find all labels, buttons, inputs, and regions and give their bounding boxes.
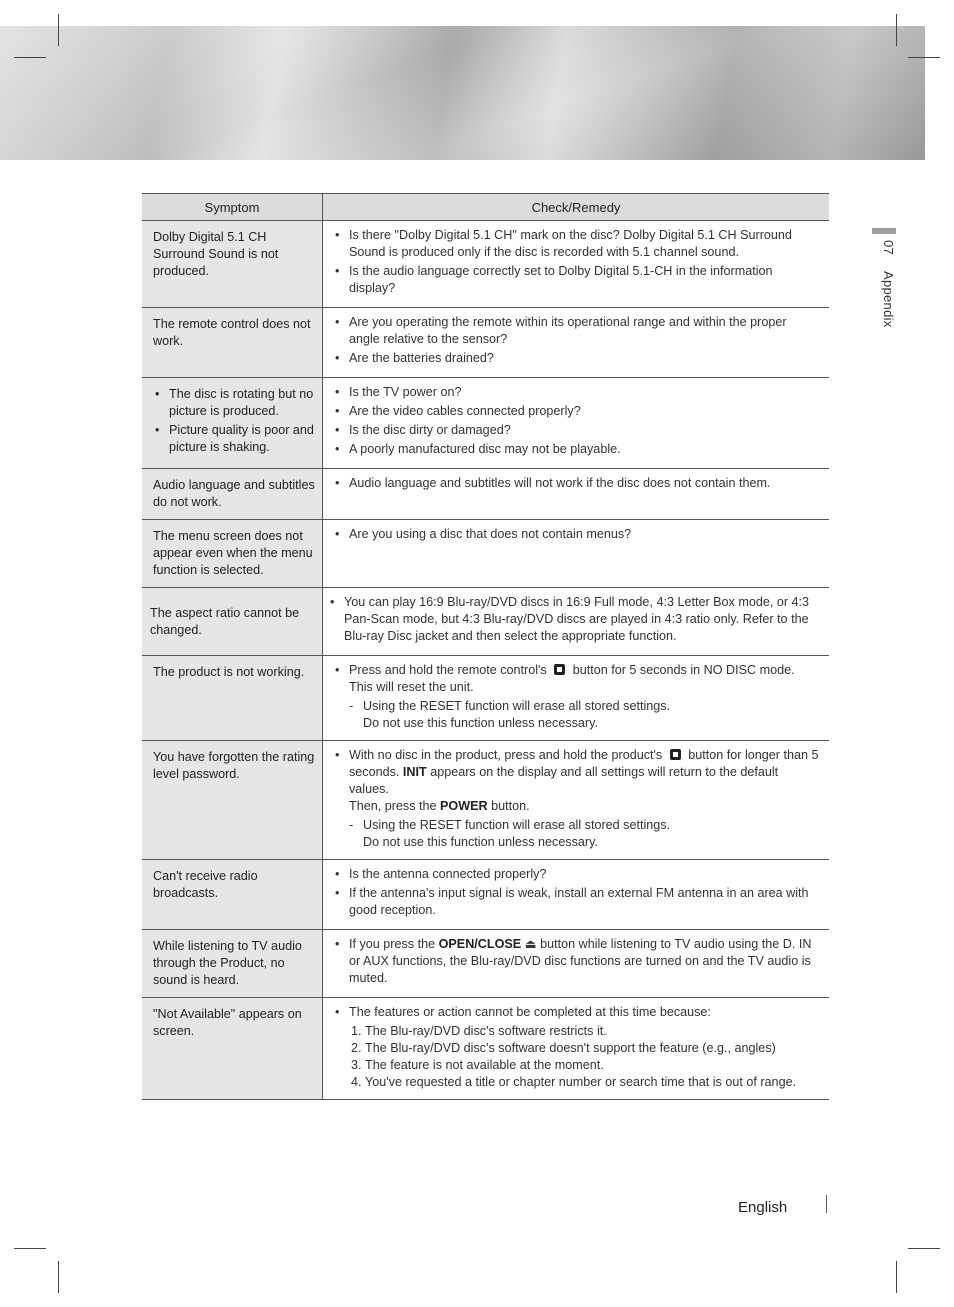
symptom-cell: The menu screen does not appear even when the menu function is selected. — [142, 520, 323, 588]
remedy-text: Press and hold the remote control's — [349, 663, 547, 677]
symptom-cell: The remote control does not work. — [142, 308, 323, 378]
symptom-cell: While listening to TV audio through the Product, no sound is heard. — [142, 930, 323, 998]
remedy-cell — [323, 656, 830, 741]
remedy-item: • The features or action cannot be completed at this time because: — [333, 1004, 819, 1021]
table-row — [142, 930, 829, 998]
table-row — [142, 860, 829, 930]
crop-mark — [896, 1261, 897, 1293]
crop-mark — [58, 1261, 59, 1293]
remedy-cell — [323, 860, 830, 930]
remedy-item: • If the antenna's input signal is weak, install an external FM antenna in an area with good reception. — [333, 885, 819, 919]
symptom-item: • The disc is rotating but no picture is produced. — [153, 386, 316, 420]
remedy-item: • A poorly manufactured disc may not be playable. — [333, 441, 819, 458]
chapter-label — [872, 240, 896, 360]
remedy-item: • Are you using a disc that does not contain menus? — [333, 526, 819, 543]
remedy-note: Do not use this function unless necessary. — [363, 716, 598, 730]
remedy-header: Check/Remedy — [323, 194, 830, 221]
list-item: 4. You've requested a title or chapter number or search time that is out of range. — [365, 1074, 819, 1091]
remedy-text: button for longer than 5 seconds. — [349, 748, 819, 779]
table-row — [142, 221, 829, 308]
crop-mark — [14, 1248, 46, 1249]
remedy-item: • Are the video cables connected properly? — [333, 403, 819, 420]
table-row — [142, 308, 829, 378]
symptom-header: Symptom — [142, 194, 323, 221]
crop-mark — [896, 14, 897, 46]
table-row — [142, 656, 829, 741]
list-item: 2. The Blu-ray/DVD disc's software doesn't support the feature (e.g., angles) — [365, 1040, 819, 1057]
remedy-item: • Is the audio language correctly set to Dolby Digital 5.1-CH in the information display? — [333, 263, 819, 297]
symptom-cell: Audio language and subtitles do not work. — [142, 469, 323, 520]
symptom-cell: Dolby Digital 5.1 CH Surround Sound is not produced. — [142, 221, 323, 308]
remedy-item: • Are you operating the remote within its operational range and within the proper angle relative to the sensor? — [333, 314, 819, 348]
crop-mark — [908, 1248, 940, 1249]
remedy-text: appears on the display and all settings will return to the default values. — [349, 765, 779, 796]
symptom-cell — [142, 378, 323, 469]
remedy-text: If you press the — [349, 937, 436, 951]
symptom-cell: Can't receive radio broadcasts. — [142, 860, 323, 930]
remedy-item: • Is the antenna connected properly? — [333, 866, 819, 883]
footer-language: English — [738, 1199, 788, 1216]
chapter-number: 07 — [881, 240, 896, 256]
remedy-cell — [323, 741, 830, 860]
remedy-item — [333, 936, 819, 987]
remedy-item: • Is the TV power on? — [333, 384, 819, 401]
stop-icon — [554, 664, 565, 675]
remedy-text: Then, press the — [349, 799, 437, 813]
remedy-item — [333, 662, 819, 696]
eject-icon: ⏏ — [524, 937, 537, 951]
chapter-tab-marker — [872, 228, 896, 234]
crop-mark — [908, 57, 940, 58]
remedy-item: • Is there "Dolby Digital 5.1 CH" mark on the disc? Dolby Digital 5.1 CH Surround Sound is produced only if the disc is recorded with 5.1 channel sound. — [333, 227, 819, 261]
troubleshooting-table — [142, 193, 829, 1100]
table-row — [142, 520, 829, 588]
remedy-item: • You can play 16:9 Blu-ray/DVD discs in 16:9 Full mode, 4:3 Letter Box mode, or 4:3 Pan-Scan mode, but 4:3 Blu-ray/DVD discs are played in 4:3 ratio only. Refer to the Blu-ray Disc jacket and then select the appropriate function. — [328, 594, 819, 645]
header-banner — [0, 26, 925, 160]
list-item: 1. The Blu-ray/DVD disc's software restricts it. — [365, 1023, 819, 1040]
stop-icon — [670, 749, 681, 760]
remedy-cell — [323, 588, 830, 656]
crop-mark — [58, 14, 59, 46]
remedy-cell — [323, 930, 830, 998]
table-row — [142, 741, 829, 860]
table-row — [142, 469, 829, 520]
symptom-cell: The product is not working. — [142, 656, 323, 741]
init-label: INIT — [402, 765, 427, 779]
symptom-cell: You have forgotten the rating level password. — [142, 741, 323, 860]
remedy-cell — [323, 520, 830, 588]
remedy-item: • Is the disc dirty or damaged? — [333, 422, 819, 439]
remedy-text: button for 5 seconds in NO DISC mode. This will reset the unit. — [349, 663, 795, 694]
remedy-text: button. — [491, 799, 530, 813]
footer-divider — [826, 1195, 827, 1213]
open-close-label: OPEN/CLOSE — [438, 937, 522, 951]
chapter-title: Appendix — [881, 270, 896, 328]
table-row — [142, 998, 829, 1100]
remedy-text: With no disc in the product, press and hold the product's — [349, 748, 663, 762]
remedy-cell — [323, 308, 830, 378]
remedy-cell — [323, 998, 830, 1100]
remedy-item: • Audio language and subtitles will not work if the disc does not contain them. — [333, 475, 819, 492]
table-row — [142, 588, 829, 656]
symptom-cell: "Not Available" appears on screen. — [142, 998, 323, 1100]
remedy-text: button while listening to TV audio using the D. IN or AUX functions, the Blu-ray/DVD disc functions are turned on and the TV audio is muted. — [349, 937, 812, 985]
remedy-cell — [323, 469, 830, 520]
remedy-item: • Are the batteries drained? — [333, 350, 819, 367]
symptom-item: • Picture quality is poor and picture is shaking. — [153, 422, 316, 456]
list-item: 3. The feature is not available at the moment. — [365, 1057, 819, 1074]
table-row — [142, 378, 829, 469]
remedy-note: - Using the RESET function will erase all stored settings. — [333, 817, 819, 834]
symptom-cell: The aspect ratio cannot be changed. — [142, 588, 323, 656]
remedy-note: Do not use this function unless necessary. — [363, 835, 598, 849]
remedy-cell — [323, 221, 830, 308]
reason-list — [333, 1023, 819, 1091]
remedy-cell — [323, 378, 830, 469]
crop-mark — [14, 57, 46, 58]
power-label: POWER — [440, 799, 488, 813]
remedy-note: - Using the RESET function will erase all stored settings. — [333, 698, 819, 715]
remedy-item — [333, 747, 819, 815]
